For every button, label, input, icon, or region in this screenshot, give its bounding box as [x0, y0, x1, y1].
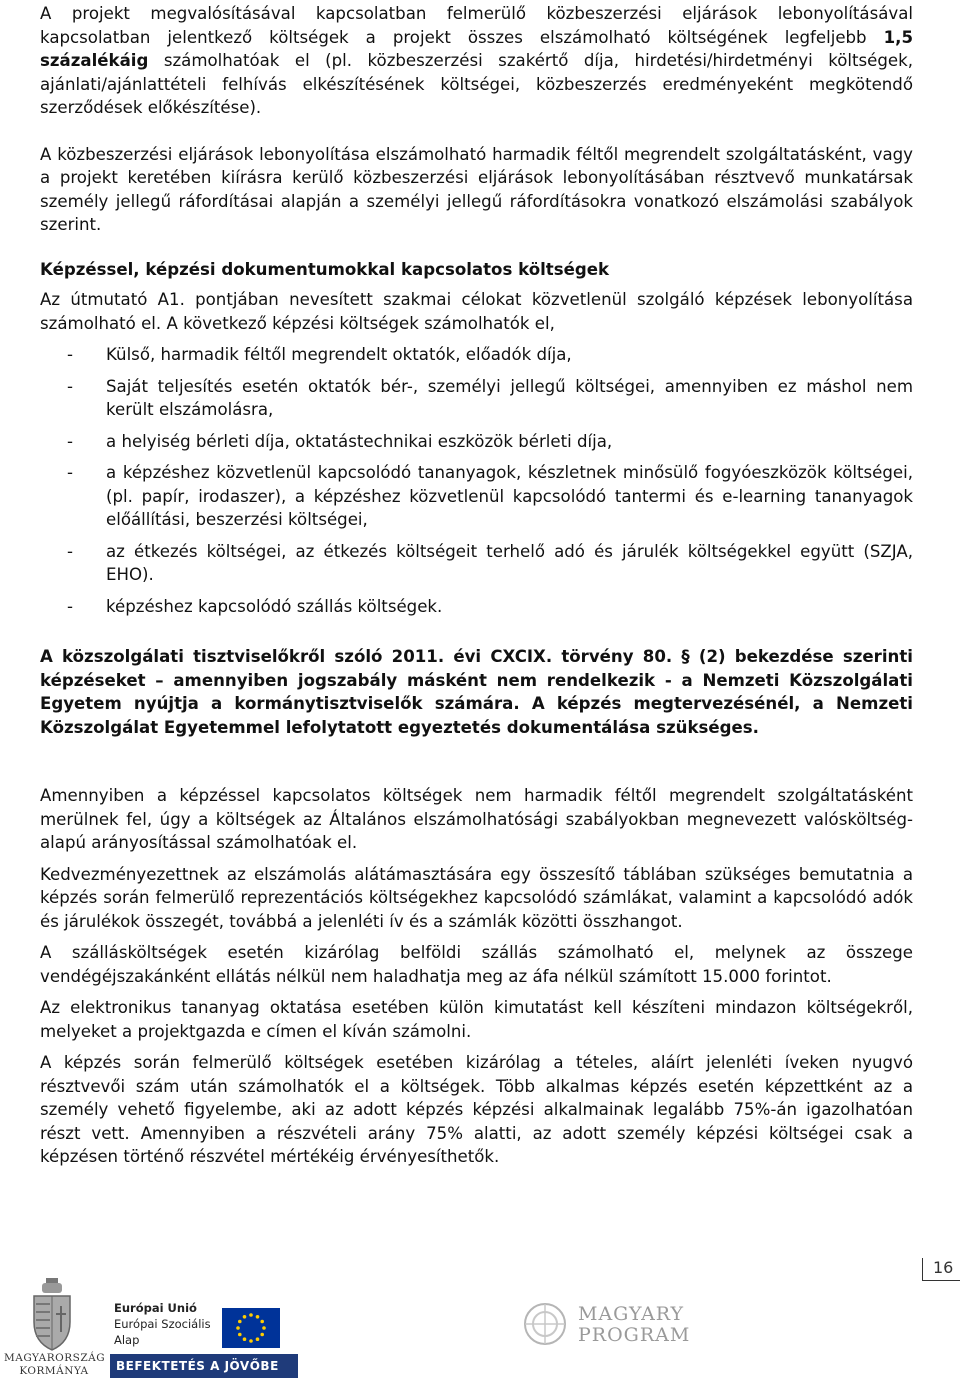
magyary-program-logo: [520, 1300, 691, 1348]
list-item: [40, 430, 913, 454]
list-item: [40, 375, 913, 422]
list-item-text: a képzéshez közvetlenül kapcsolódó tananyagok, készletnek minősülő fogyóeszközök költségei, (pl. papír, irodaszer), a képzéshez közvetlenül kapcsolódó tantermi és e-learning tananyagok előállítási, beszerzési költségei,: [106, 463, 913, 529]
dash-bullet: -: [67, 376, 73, 396]
eu-logo: [110, 1298, 290, 1373]
dash-bullet: -: [67, 345, 73, 364]
paragraph-attendance: A képzés során felmerülő költségek esetében kizárólag a tételes, aláírt jelenléti íveken nyugvó résztvevői szám után számolhatók el a költségek. Több alkalmas képzés esetén képzettként az a személy vehető figyelembe, aki az adott képzés képzési alkalmainak legalább 75%-án igazolhatóan részt vett. Amennyiben a részvételi arány 75% alatti, az adott személy képzési költségei csak a képzésen történő részvétel mértékéig érvényesíthetők.: [40, 1053, 913, 1166]
eu-line-2: Európai Szociális: [114, 1317, 211, 1331]
dash-bullet: -: [67, 431, 73, 451]
government-line-2: KORMÁNYA: [19, 1365, 89, 1377]
footer-logos: [0, 1272, 960, 1389]
list-item-text: Saját teljesítés esetén oktatók bér-, személyi jellegű költségei, amennyiben ez máshol nem került elszámolásra,: [106, 376, 913, 419]
government-line-1: MAGYARORSZÁG: [4, 1352, 106, 1364]
paragraph-text: számolhatóak el (pl. közbeszerzési szakértő díja, hirdetési/hirdetményi költségek, ajánlati/ajánlattételi felhívás elkészítésének költségei, közbeszerzés eredményeként megkötendő szerződések előkészítése).: [40, 51, 913, 117]
list-item-text: a helyiség bérleti díja, oktatástechnikai eszközök bérleti díja,: [106, 431, 613, 451]
bold-legal-paragraph: A közszolgálati tisztviselőkről szóló 2011. évi CXCIX. törvény 80. § (2) bekezdése szerinti képzéseket – amennyiben jogszabály másként nem rendelkezik - a Nemzeti Közszolgálati Egyetem nyújtja a kormánytisztviselők számára. A képzés megtervezésénél, a Nemzeti Közszolgálat Egyetemmel lefolytatott egyeztetés dokumentálása szükséges.: [40, 647, 913, 737]
eu-logo-text: [114, 1300, 211, 1348]
list-item-text: az étkezés költségei, az étkezés költségeit terhelő adó és járulék költségekkel együtt (SZJA, EHO).: [106, 541, 913, 584]
eu-line-1: Európai Unió: [114, 1301, 197, 1315]
list-item: [40, 540, 913, 587]
paragraph-text: A projekt megvalósításával kapcsolatban felmerülő közbeszerzési eljárások lebonyolításával kapcsolatban jelentkező költségek a projekt összes elszámolható költségének legfeljebb: [40, 4, 913, 47]
document-body: [40, 0, 913, 1169]
training-cost-list: [40, 343, 913, 618]
magyary-text: [578, 1304, 690, 1346]
list-item: [40, 461, 913, 532]
eu-line-3: Alap: [114, 1333, 140, 1347]
paragraph-elearning: Az elektronikus tananyag oktatása esetében külön kimutatást kell készíteni mindazon költségekről, melyeket a projektgazda e címen el kíván számolni.: [40, 998, 913, 1041]
paragraph-accommodation: A szállásköltségek esetén kizárólag belföldi szállás számolható el, melynek az összege vendégéjszakánként ellátás nélkül nem haladhatja meg az áfa nélkül számított 15.000 forintot.: [40, 943, 913, 986]
bold-percentage: 1,5 százalékáig: [40, 27, 913, 70]
paragraph-procurement-settlement: A közbeszerzési eljárások lebonyolítása elszámolható harmadik féltől megrendelt szolgáltatásként, vagy a projekt keretében kiírásra kerülő közbeszerzési eljárások lebonyolításában résztvevő munkatársak személy jellegű ráfordításai alapján a személyi jellegű ráfordításokra vonatkozó elszámolási szabályok szerint.: [40, 144, 913, 234]
dash-bullet: -: [67, 463, 73, 482]
paragraph-training-intro: Az útmutató A1. pontjában nevesített szakmai célokat közvetlenül szolgáló képzések lebonyolítása számolható el. A következő képzési költségek számolhatók el,: [40, 290, 913, 333]
section-heading: Képzéssel, képzési dokumentumokkal kapcsolatos költségek: [40, 259, 610, 279]
list-item-text: Külső, harmadik féltől megrendelt oktatók, előadók díja,: [106, 345, 572, 364]
list-item-text: képzéshez kapcsolódó szállás költségek.: [106, 596, 443, 616]
magyary-emblem-icon: [520, 1300, 570, 1348]
dash-bullet: -: [67, 596, 73, 616]
government-name: [4, 1352, 104, 1378]
dash-bullet: -: [67, 541, 73, 561]
page-number: 16: [933, 1258, 954, 1277]
list-item: [40, 595, 913, 619]
eu-flag-icon: [222, 1308, 280, 1348]
paragraph-procurement-costs: [40, 2, 913, 120]
paragraph-cost-allocation: Amennyiben a képzéssel kapcsolatos költségek nem harmadik féltől megrendelt szolgáltatásként merülnek fel, úgy a költségek az Általános elszámolhatósági szabályokban megnevezett valósköltség-alapú arányosítással számolhatóak el.: [40, 786, 913, 852]
list-item: [40, 343, 913, 367]
eu-slogan-band: BEFEKTETÉS A JÖVŐBE: [110, 1354, 298, 1378]
magyary-line-1: MAGYARY: [578, 1303, 685, 1325]
hungarian-crest-icon: [30, 1278, 74, 1354]
paragraph-summary-table: Kedvezményezettnek az elszámolás alátámasztására egy összesítő táblában szükséges bemutatnia a képzés során felmerülő reprezentációs költségekhez kapcsolódó számlákat, valamint a kapcsolódó adók és járulékok összegét, továbbá a jelenléti ív és a számlák közötti összhangot.: [40, 864, 913, 931]
magyary-line-2: PROGRAM: [578, 1324, 691, 1346]
